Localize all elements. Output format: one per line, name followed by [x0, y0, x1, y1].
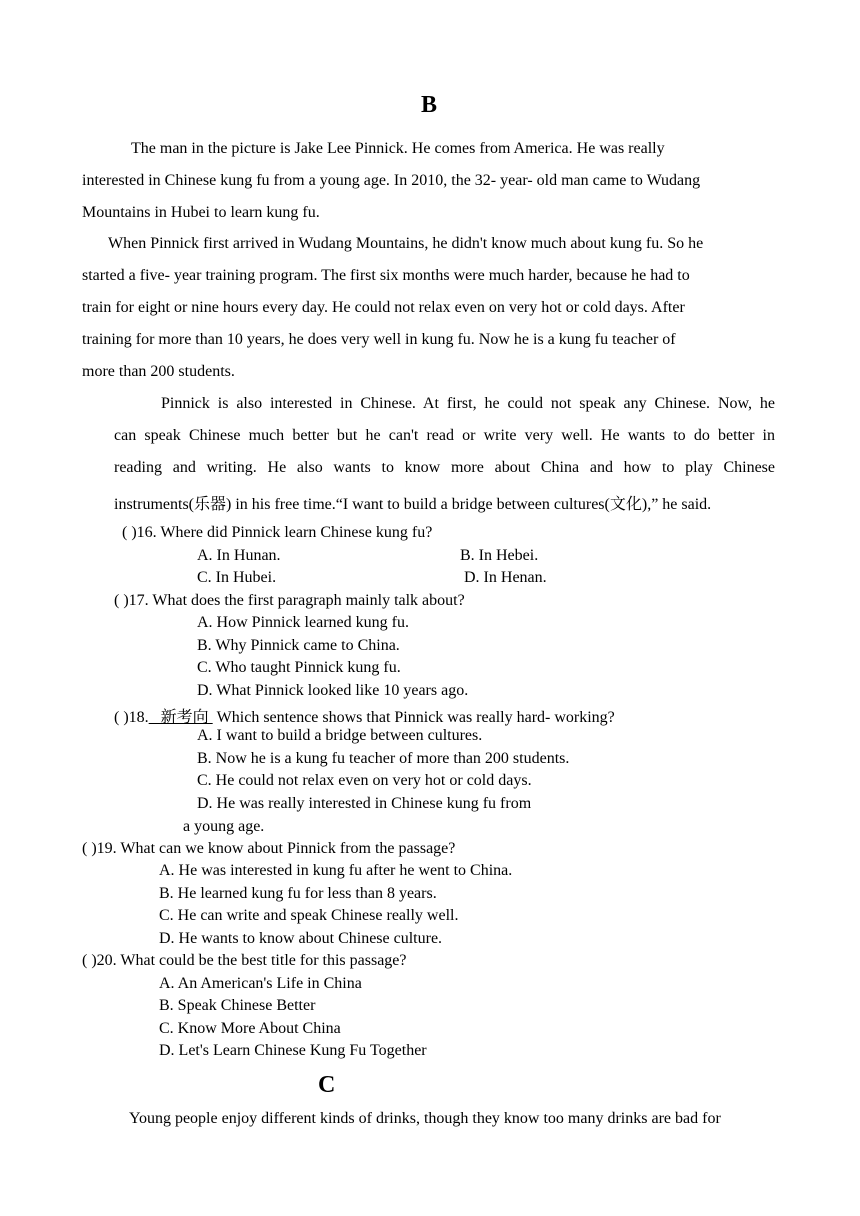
para2-line5: more than 200 students. — [82, 363, 235, 380]
section-c-line1: Young people enjoy different kinds of drinks, though they know too many drinks are bad for — [129, 1110, 721, 1127]
q18-option-c: C. He could not relax even on very hot or cold days. — [197, 772, 532, 789]
q17-option-b: B. Why Pinnick came to China. — [197, 637, 400, 654]
q16-option-c: C. In Hubei. — [197, 569, 277, 586]
para3-line2: can speak Chinese much better but he can't read or write very well. He wants to do better in — [114, 427, 775, 444]
section-b-heading: B — [421, 92, 438, 118]
q18-option-d-continued: a young age. — [183, 818, 265, 835]
section-c-heading: C — [318, 1072, 336, 1098]
q16-option-b: B. In Hebei. — [460, 547, 539, 564]
para3-line3: reading and writing. He also wants to know more about China and how to play Chinese — [114, 459, 775, 476]
q17-option-d: D. What Pinnick looked like 10 years ago. — [197, 682, 469, 699]
para2-line2: started a five- year training program. The first six months were much harder, because he had to — [82, 267, 690, 284]
q18-prefix: ( )18. — [114, 709, 149, 726]
q19-option-d: D. He wants to know about Chinese culture. — [159, 930, 443, 947]
q20-option-a: A. An American's Life in China — [159, 975, 362, 992]
q17-option-a: A. How Pinnick learned kung fu. — [197, 614, 409, 631]
q18-stem: Which sentence shows that Pinnick was really hard- working? — [216, 709, 615, 726]
q19-option-c: C. He can write and speak Chinese really well. — [159, 907, 459, 924]
q20-option-c: C. Know More About China — [159, 1020, 341, 1037]
para2-line4: training for more than 10 years, he does very well in kung fu. Now he is a kung fu teacher of — [82, 331, 676, 348]
q16-option-a: A. In Hunan. — [197, 547, 281, 564]
para2-line1: When Pinnick first arrived in Wudang Mountains, he didn't know much about kung fu. So he — [108, 235, 704, 252]
q16-stem: ( )16. Where did Pinnick learn Chinese kung fu? — [122, 524, 433, 541]
q18-new-trend-tag: 新考向 — [148, 709, 213, 726]
para1-line2: interested in Chinese kung fu from a young age. In 2010, the 32- year- old man came to Wudang — [82, 172, 701, 189]
q17-stem: ( )17. What does the first paragraph mainly talk about? — [114, 592, 465, 609]
q20-stem: ( )20. What could be the best title for this passage? — [82, 952, 407, 969]
q16-option-d: D. In Henan. — [464, 569, 547, 586]
q17-option-c: C. Who taught Pinnick kung fu. — [197, 659, 401, 676]
para3-line1: Pinnick is also interested in Chinese. At first, he could not speak any Chinese. Now, he — [161, 395, 775, 412]
q20-option-d: D. Let's Learn Chinese Kung Fu Together — [159, 1042, 427, 1059]
q19-option-b: B. He learned kung fu for less than 8 years. — [159, 885, 437, 902]
para1-line1: The man in the picture is Jake Lee Pinnick. He comes from America. He was really — [131, 140, 665, 157]
q18-option-a: A. I want to build a bridge between cultures. — [197, 727, 483, 744]
para1-line3: Mountains in Hubei to learn kung fu. — [82, 204, 320, 221]
q18-stem-line — [114, 704, 615, 727]
q19-stem: ( )19. What can we know about Pinnick from the passage? — [82, 840, 456, 857]
para2-line3: train for eight or nine hours every day. He could not relax even on very hot or cold days. After — [82, 299, 685, 316]
q18-option-d: D. He was really interested in Chinese kung fu from — [197, 795, 532, 812]
q19-option-a: A. He was interested in kung fu after he went to China. — [159, 862, 513, 879]
para3-line4: instruments(乐器) in his free time.“I want to build a bridge between cultures(文化),” he said. — [114, 496, 712, 513]
q18-option-b: B. Now he is a kung fu teacher of more than 200 students. — [197, 750, 570, 767]
q20-option-b: B. Speak Chinese Better — [159, 997, 316, 1014]
